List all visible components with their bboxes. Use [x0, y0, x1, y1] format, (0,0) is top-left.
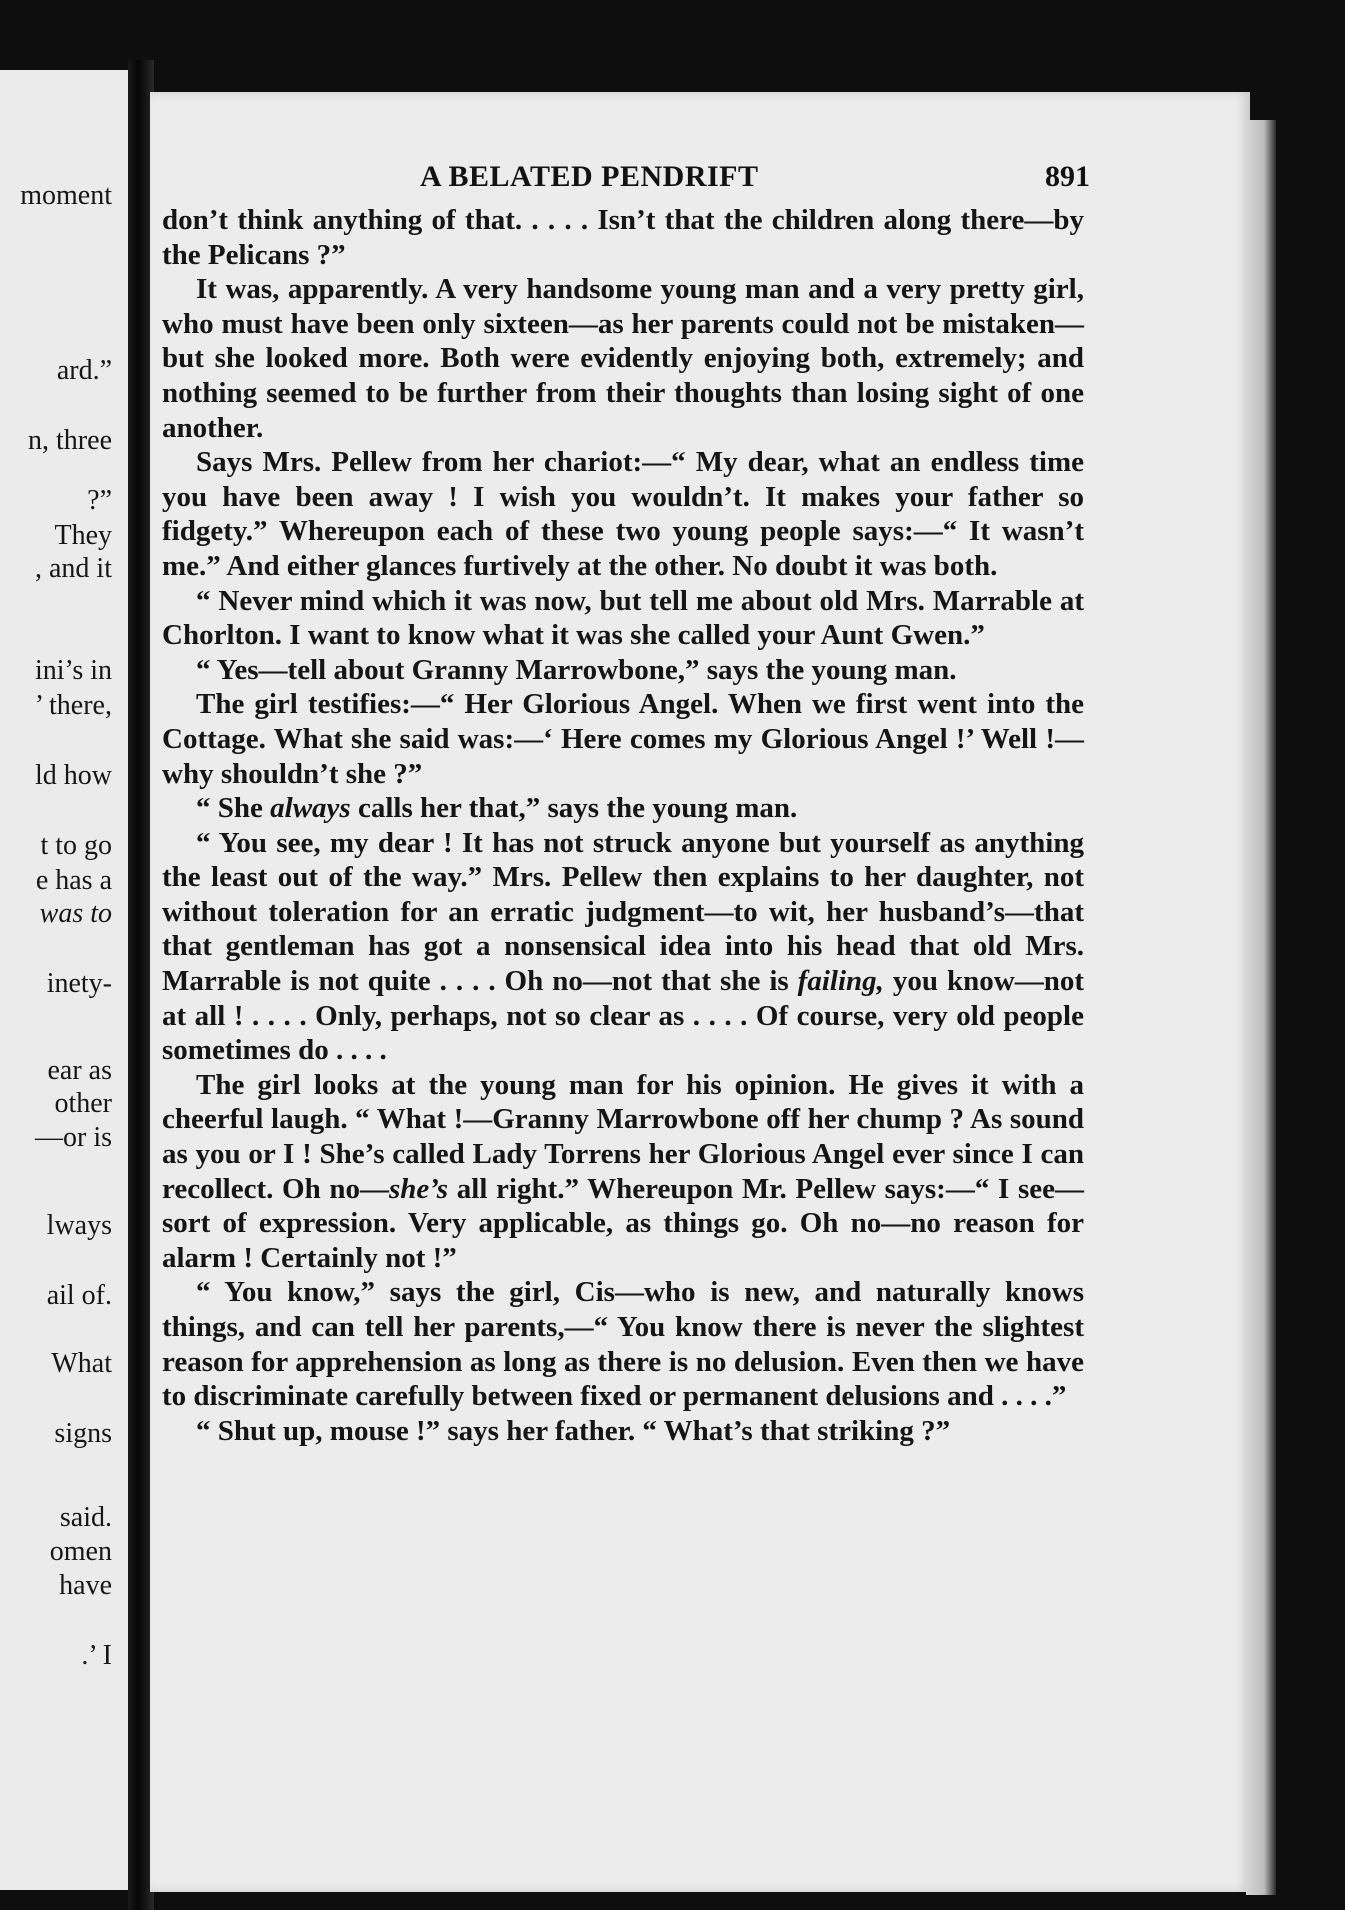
- paragraph: The girl testifies:—“ Her Glorious Angel. When we first went into the Cottage. What she said was:—‘ Here comes my Glorious Angel !’ Well !—why shouldn’t she ?”: [162, 688, 1084, 790]
- page-body: [162, 203, 1084, 1448]
- italic-text: failing,: [797, 965, 884, 998]
- paragraph: “ Yes—tell about Granny Marrowbone,” says the young man.: [196, 653, 957, 686]
- paragraph: “ You know,” says the girl, Cis—who is new, and naturally knows things, and can tell her parents,—“ You know there is never the slightest reason for apprehension as long as there is no delusion. Even then we have to discriminate carefully between fixed or permanent delusions and . . . .”: [162, 1276, 1084, 1413]
- left-page-fragment: n, three: [28, 425, 112, 456]
- running-head: A BELATED PENDRIFT: [420, 160, 759, 193]
- left-page-fragment: —or is: [35, 1122, 112, 1153]
- left-facing-page: [0, 70, 128, 1890]
- left-page-fragment: was to: [39, 898, 112, 929]
- paragraph: Says Mrs. Pellew from her chariot:—“ My dear, what an endless time you have been away ! I wish you wouldn’t. It makes your father so fidgety.” Whereupon each of these two young people says:—“ It wasn’t me.” And either glances furtively at the other. No doubt it was both.: [162, 446, 1084, 582]
- left-page-fragment: other: [54, 1088, 112, 1119]
- paragraph: “ Shut up, mouse !” says her father. “ What’s that striking ?”: [196, 1414, 951, 1447]
- left-page-fragment: .’ I: [81, 1640, 112, 1671]
- left-page-fragment: have: [59, 1570, 112, 1601]
- paragraph: [162, 826, 1084, 1068]
- left-page-fragment: moment: [20, 180, 112, 211]
- left-page-fragment: ear as: [47, 1055, 112, 1086]
- left-page-fragment: ard.”: [56, 355, 112, 386]
- left-page-fragment: lways: [46, 1210, 112, 1241]
- paragraph: “ Never mind which it was now, but tell me about old Mrs. Marrable at Chorlton. I want to know what it was she called your Aunt Gwen.”: [162, 584, 1084, 652]
- paragraph-text: “ She: [196, 792, 271, 825]
- left-page-fragment: , and it: [35, 553, 112, 584]
- page-edge-shadow: [1246, 120, 1276, 1895]
- left-page-fragment: What: [51, 1348, 112, 1379]
- paragraph: [162, 791, 1084, 826]
- paragraph-text: The girl looks at the young man for his opinion. He gives it with a cheerful laugh. “ What !—Granny Marrowbone off her chump ? As sound as you or I ! She’s called Lady Torrens her Glorious Angel ever since I can recollect. Oh no—: [162, 1068, 1084, 1205]
- left-page-fragment: said.: [59, 1502, 112, 1533]
- left-page-fragment: ail of.: [46, 1280, 112, 1311]
- paragraph: It was, apparently. A very handsome young man and a very pretty girl, who must have been only sixteen—as her parents could not be mistaken—but she looked more. Both were evidently enjoying both, extremely; and nothing seemed to be further from their thoughts than losing sight of one another.: [162, 273, 1084, 444]
- left-page-fragment: inety-: [46, 968, 112, 999]
- left-page-fragment: ?”: [87, 485, 112, 516]
- left-page-fragment: They: [54, 520, 112, 551]
- italic-text: always: [270, 792, 351, 825]
- italic-text: she’s: [389, 1172, 449, 1205]
- left-page-fragment: t to go: [40, 830, 112, 861]
- left-page-fragment: signs: [54, 1418, 112, 1449]
- left-page-fragment: ld how: [35, 760, 112, 791]
- paragraph-text: calls her that,” says the young man.: [350, 792, 798, 825]
- left-page-fragment: ini’s in: [34, 655, 112, 686]
- paragraph: don’t think anything of that. . . . . Isn’t that the children along there—by the Pelicans ?”: [162, 204, 1084, 271]
- left-page-fragment: e has a: [35, 865, 112, 896]
- paragraph: [162, 1068, 1084, 1276]
- left-page-fragment: omen: [49, 1536, 112, 1567]
- page-number: 891: [1045, 160, 1090, 193]
- paragraph-text: “ You see, my dear ! It has not struck anyone but yourself as anything the least out of the way.” Mrs. Pellew then explains to her daughter, not without toleration for an erratic judgment—to wit, her husband’s—that that gentleman has got a nonsensical idea into his head that old Mrs. Marrable is not quite . . . . Oh no—not that she is: [162, 826, 1084, 998]
- paragraph-text: all right.” Whereupon Mr. Pellew says:—“ I see—sort of expression. Very applicable, as things go. Oh no—no reason for alarm ! Certainly not !”: [162, 1172, 1084, 1274]
- left-page-fragment: ’ there,: [34, 690, 112, 721]
- paragraph-text: you know—not at all ! . . . . Only, perhaps, not so clear as . . . . Of course, very old people sometimes do . . . .: [162, 965, 1084, 1067]
